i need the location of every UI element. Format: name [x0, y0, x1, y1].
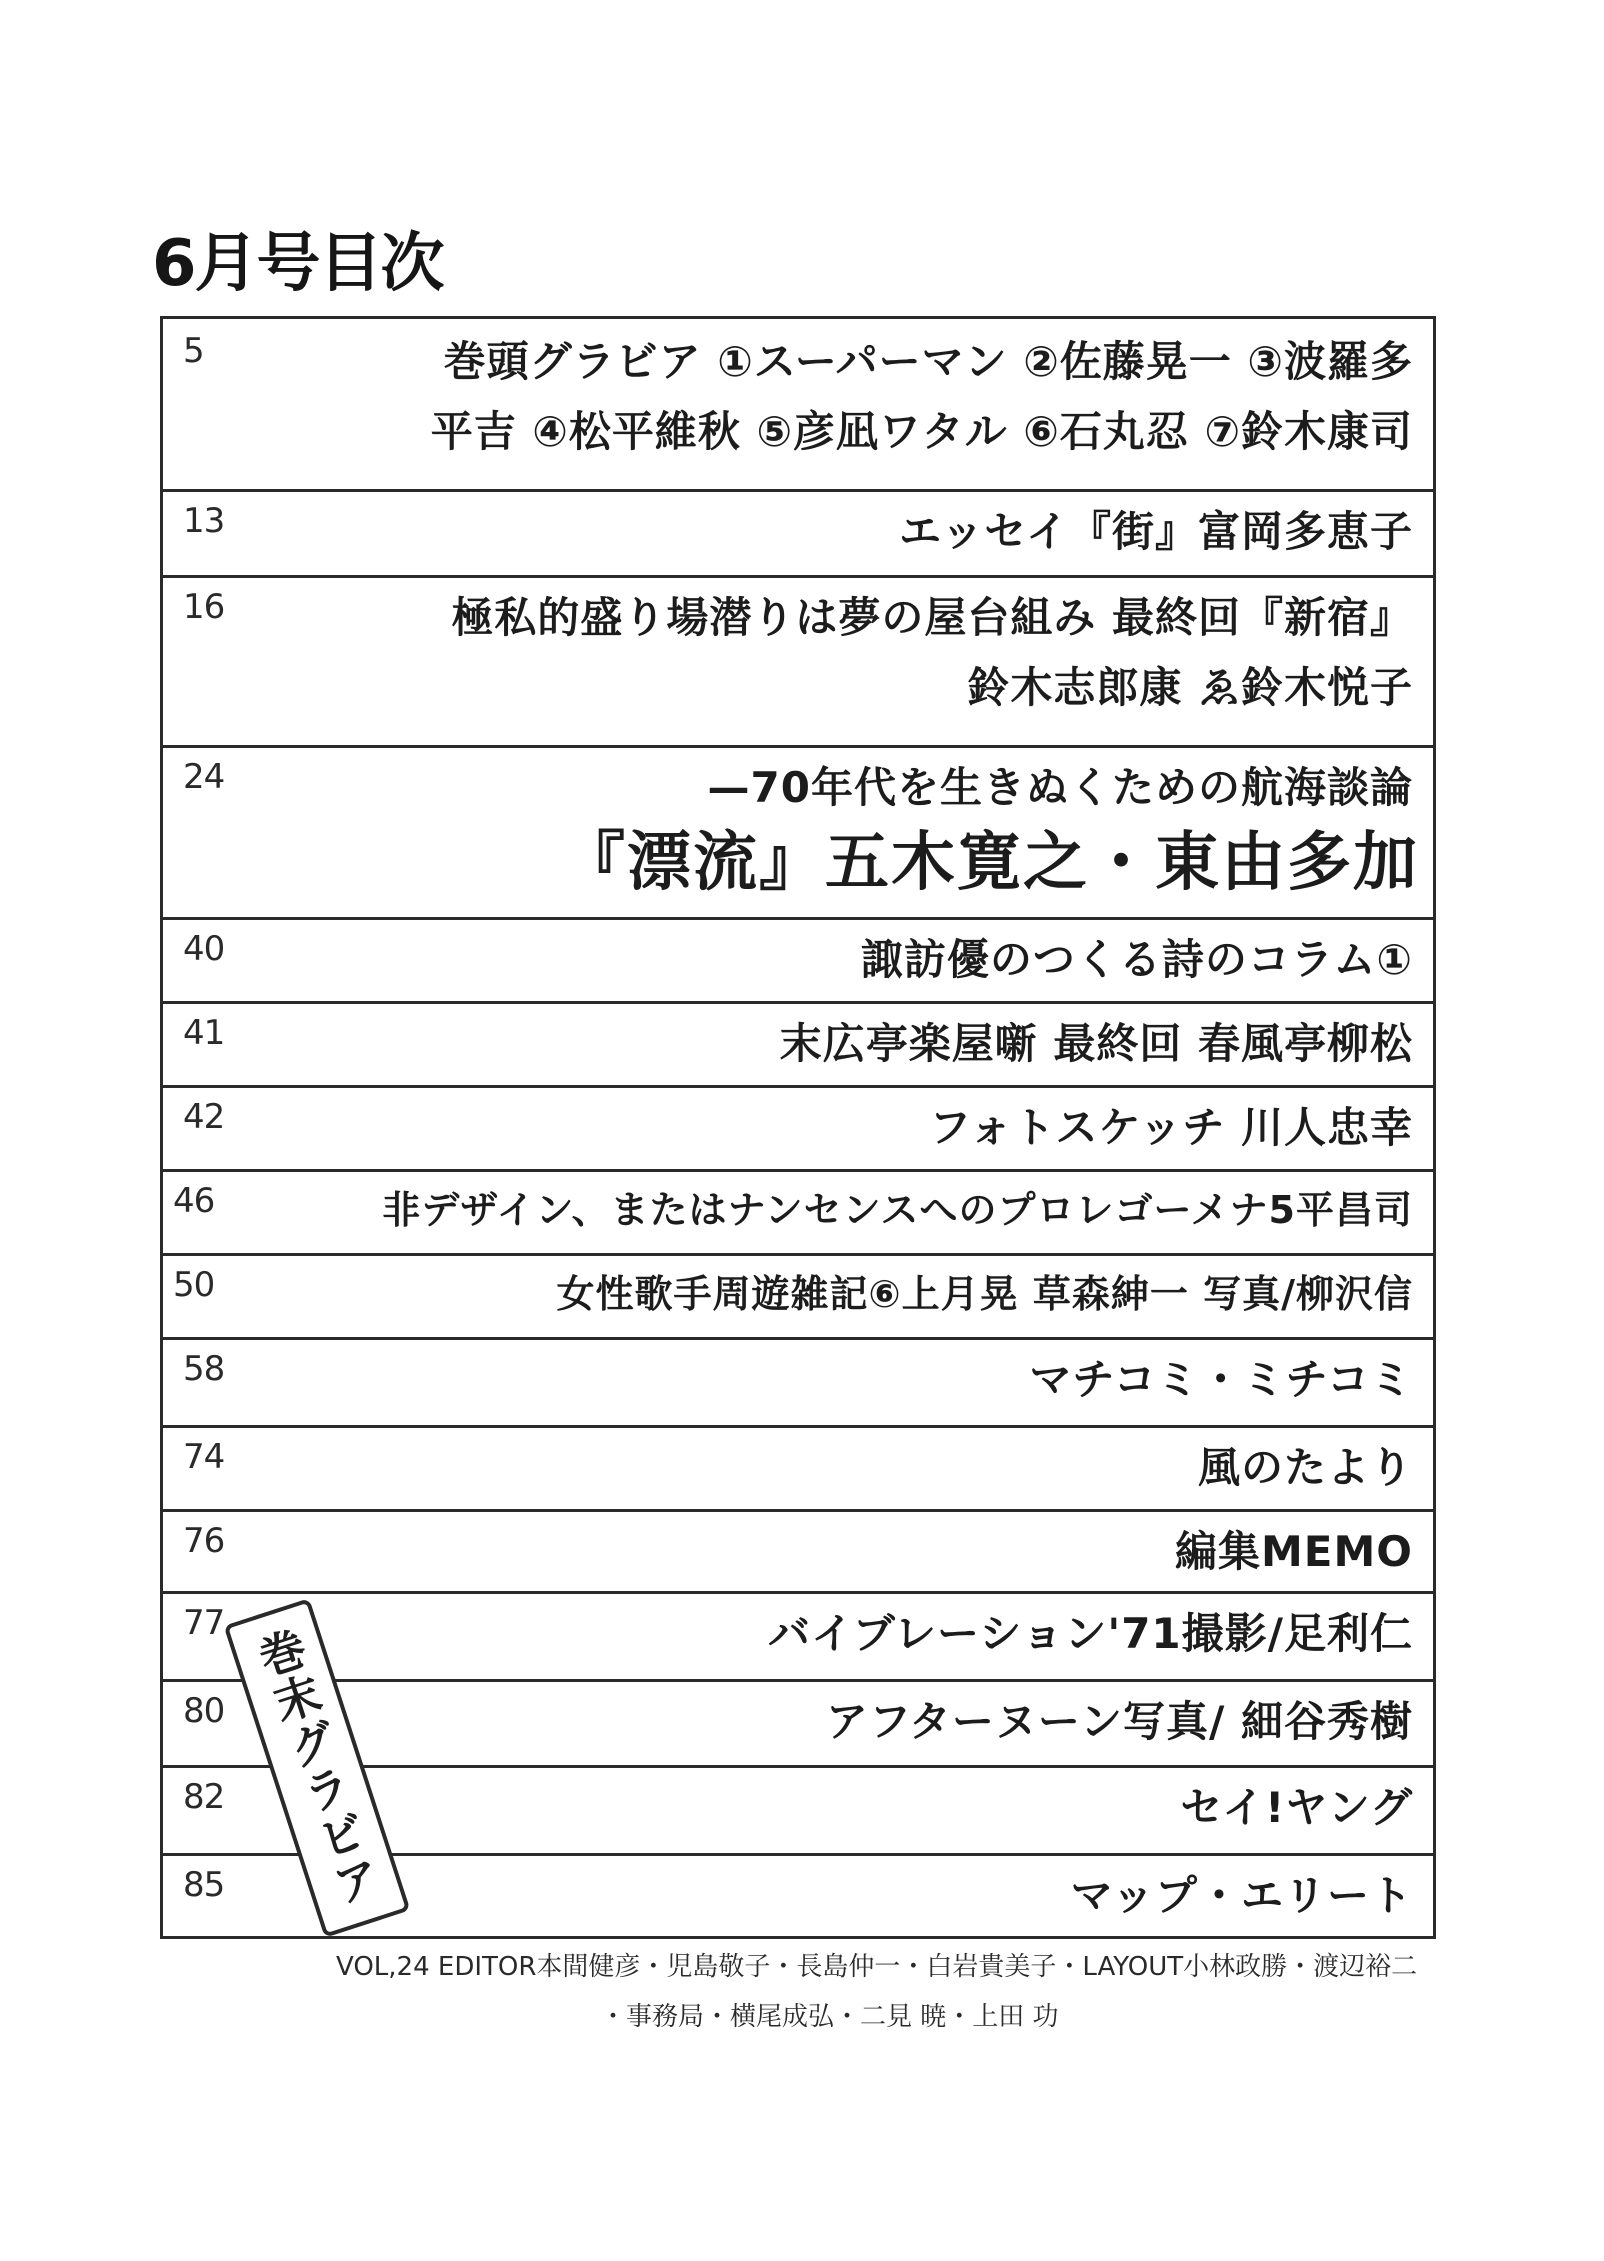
page-number: 76: [183, 1521, 225, 1561]
page-number: 77: [183, 1603, 225, 1643]
toc-row: [163, 489, 1433, 578]
toc-entry-line: 風のたより: [1197, 1443, 1413, 1492]
toc-entry-line: エッセイ『街』富岡多恵子: [899, 507, 1413, 556]
page-number: 24: [183, 757, 225, 797]
toc-entry-line: アフターヌーン写真/ 細谷秀樹: [825, 1697, 1413, 1746]
page-number: 40: [183, 929, 225, 969]
toc-entry-line: 非デザイン、またはナンセンスへのプロレゴーメナ5平昌司: [382, 1188, 1413, 1232]
toc-row: [163, 319, 1433, 492]
toc-entry-line: 編集MEMO: [1175, 1527, 1413, 1576]
toc-row: [163, 1425, 1433, 1512]
table-of-contents: [160, 316, 1436, 1939]
toc-row: [163, 917, 1433, 1004]
stamp-label: 巻末グラビア: [246, 1622, 388, 1914]
page-number: 50: [173, 1265, 215, 1305]
toc-row: [163, 575, 1433, 748]
toc-entry-line: セイ!ヤング: [1180, 1783, 1413, 1832]
page-number: 16: [183, 587, 225, 627]
page-number: 74: [183, 1437, 225, 1477]
page-title: 6月号目次: [152, 227, 443, 301]
toc-entry-line: 諏訪優のつくる詩のコラム①: [860, 935, 1413, 984]
page-number: 42: [183, 1097, 225, 1137]
toc-row: [163, 1169, 1433, 1256]
toc-row: [163, 1509, 1433, 1594]
page-number: 82: [183, 1777, 225, 1817]
toc-entry-line: 巻頭グラビア ①スーパーマン ②佐藤晃一 ③波羅多: [443, 337, 1413, 386]
toc-entry-headline: 『漂流』五木寛之・東由多加: [561, 826, 1419, 900]
toc-row: [163, 1001, 1433, 1088]
page-number: 41: [183, 1013, 225, 1053]
toc-row: [163, 1591, 1433, 1682]
toc-entry-line: マップ・エリート: [1070, 1871, 1413, 1920]
toc-entry-line: フォトスケッチ 川人忠幸: [928, 1103, 1413, 1152]
toc-entry-line: 女性歌手周遊雑記⑥上月晃 草森紳一 写真/柳沢信: [556, 1272, 1413, 1316]
toc-entry-line: —70年代を生きぬくための航海談論: [707, 763, 1413, 812]
toc-entry-line: マチコミ・ミチコミ: [1029, 1355, 1413, 1404]
toc-row: [163, 1085, 1433, 1172]
toc-row: [163, 1253, 1433, 1340]
page-number: 46: [173, 1181, 215, 1221]
page-number: 58: [183, 1349, 225, 1389]
toc-entry-line: 極私的盛り場潜りは夢の屋台組み 最終回『新宿』: [451, 593, 1413, 642]
page-number: 5: [183, 331, 204, 371]
toc-entry-line: 平吉 ④松平維秋 ⑤彦凪ワタル ⑥石丸忍 ⑦鈴木康司: [430, 407, 1413, 456]
toc-entry-line: 鈴木志郎康 ゑ鈴木悦子: [967, 663, 1413, 712]
toc-entry-line: 末広亭楽屋噺 最終回 春風亭柳松: [779, 1019, 1413, 1068]
page-number: 80: [183, 1691, 225, 1731]
toc-row: [163, 1337, 1433, 1428]
page-number: 13: [183, 501, 225, 541]
page-number: 85: [183, 1865, 225, 1905]
toc-entry-line: バイブレーション'71撮影/足利仁: [767, 1609, 1413, 1658]
staff-credits: VOL,24 EDITOR本間健彦・児島敬子・長島仲一・白岩貴美子・LAYOUT小林政勝・渡辺裕二: [336, 1952, 1418, 1982]
toc-row: [163, 745, 1433, 920]
staff-credits: ・事務局・横尾成弘・二見 暁・上田 功: [600, 2002, 1059, 2032]
